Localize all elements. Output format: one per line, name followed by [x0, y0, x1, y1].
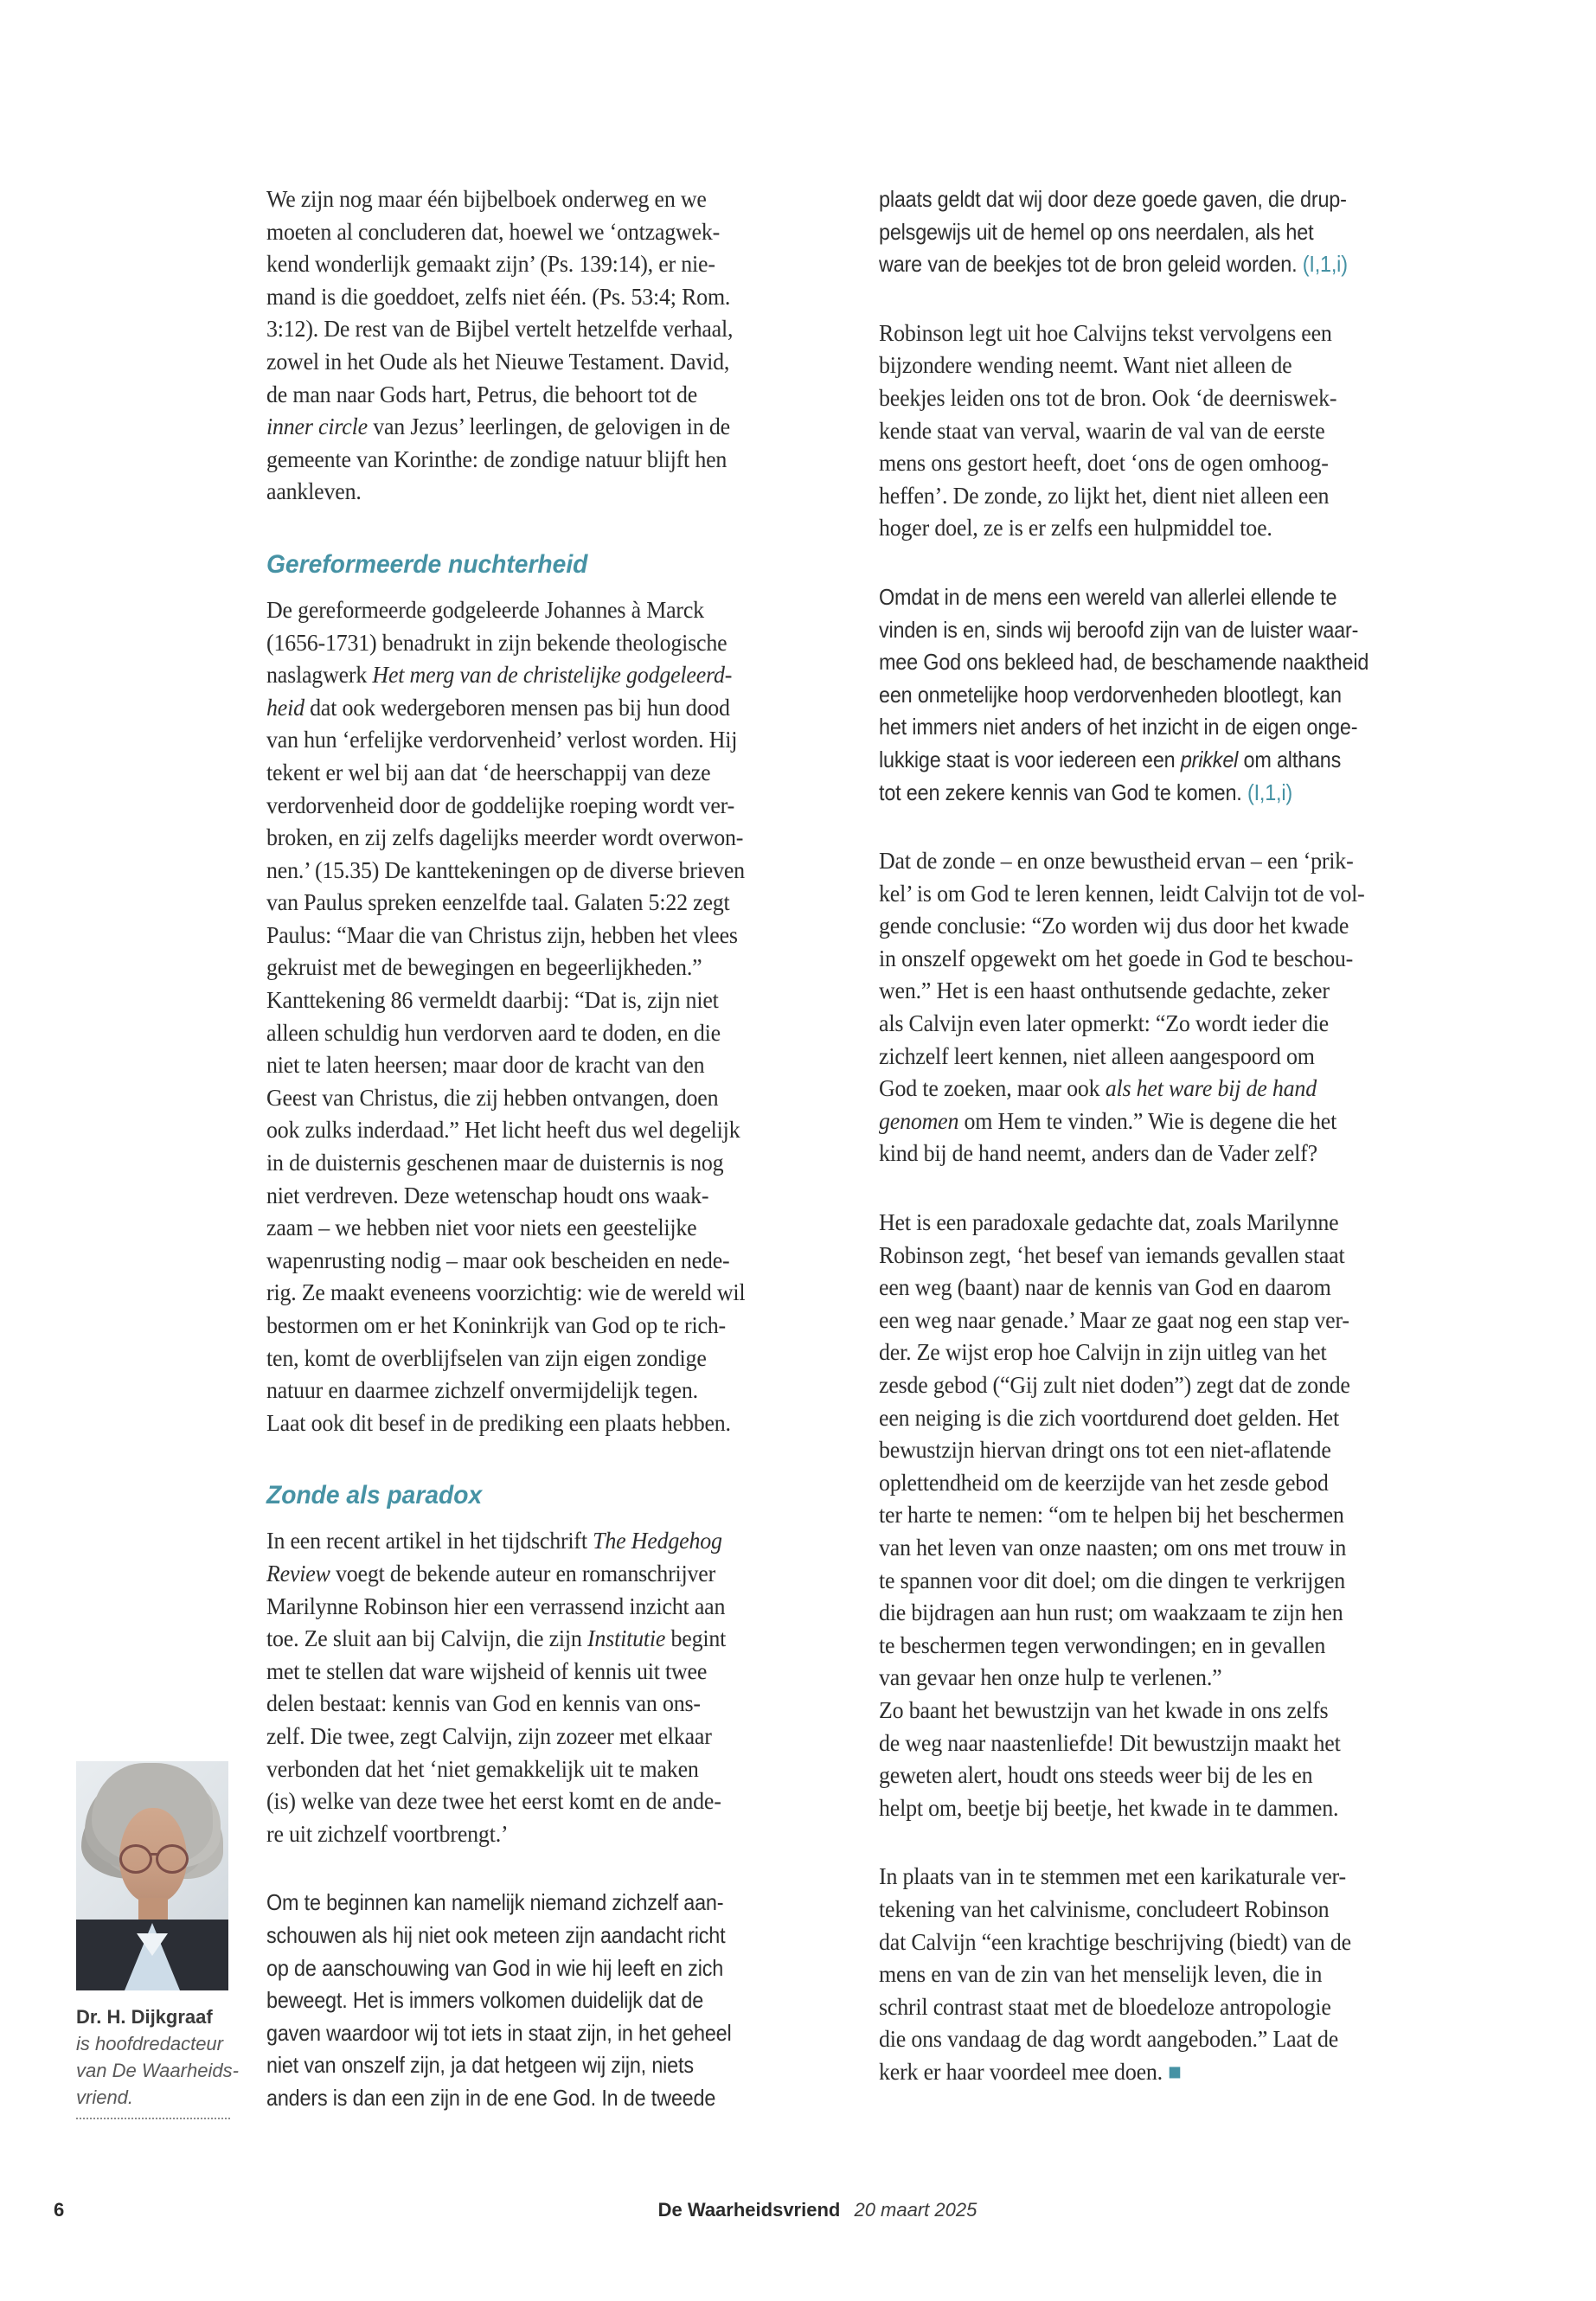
author-caption — [76, 2003, 240, 2111]
text-line: verdorvenheid door de goddelijke roeping wordt ver- — [266, 792, 735, 818]
text-line: nen.’ (15.35) De kanttekeningen op de diverse brieven — [266, 856, 745, 883]
text-line: natuur en daarmee zichzelf onvermijdelijk tegen. — [266, 1377, 698, 1404]
text-line: kind bij de hand neemt, anders dan de Vader zelf? — [879, 1140, 1317, 1167]
text-line: ware van de beekjes tot de bron geleid worden. (I,1,i) — [879, 251, 1348, 278]
text-line: wen.” Het is een haast onthutsende gedachte, zeker — [879, 977, 1330, 1004]
text-line: heid dat ook wedergeboren mensen pas bij hun dood — [266, 694, 730, 721]
text-line: een weg naar genade.’ Maar ze gaat nog een stap ver- — [879, 1306, 1349, 1333]
text-line: gende conclusie: “Zo worden wij dus door het kwade — [879, 913, 1349, 939]
text-line: tot een zekere kennis van God te komen. (I,1,i) — [879, 779, 1292, 805]
text-line: beekjes leiden ons tot de bron. Ook ‘de deerniswek- — [879, 384, 1337, 411]
text-line: de man naar Gods hart, Petrus, die behoort tot de — [266, 381, 698, 407]
author-name: Dr. H. Dijkgraaf — [76, 2006, 213, 2028]
text-line: Robinson zegt, ‘het besef van iemands gevallen staat — [879, 1241, 1345, 1268]
paragraph — [266, 183, 837, 509]
text-line: lukkige staat is voor iedereen een prikkel om althans — [879, 746, 1342, 772]
text-line: bestormen om er het Koninkrijk van God op te rich- — [266, 1312, 726, 1338]
text-line: van het leven van onze naasten; om ons met trouw in — [879, 1534, 1347, 1561]
paragraph — [879, 1207, 1450, 1824]
text-line: (is) welke van deze twee het eerst komt en de ande- — [266, 1788, 721, 1815]
page-footer — [0, 2199, 1596, 2221]
text-line: Geest van Christus, die zij hebben ontvangen, doen — [266, 1084, 719, 1111]
text-line: bewustzijn hiervan dringt ons tot een niet-aflatende — [879, 1437, 1331, 1464]
text-line: verbonden dat het ‘niet gemakkelijk uit te maken — [266, 1755, 699, 1782]
text-line: oplettendheid om de keerzijde van het zesde gebod — [879, 1469, 1329, 1496]
text-line: het immers niet anders of het inzicht in de eigen onge- — [879, 714, 1358, 740]
text-line: In een recent artikel in het tijdschrift The Hedgehog — [266, 1528, 722, 1554]
text-line: (1656-1731) benadrukt in zijn bekende theologische — [266, 629, 727, 656]
text-line: wapenrusting nodig – maar ook bescheiden en nede- — [266, 1247, 730, 1273]
text-line: genomen om Hem te vinden.” Wie is degene die het — [879, 1107, 1337, 1134]
text-line: de weg naar naastenliefde! Dit bewustzijn maakt het — [879, 1729, 1341, 1756]
text-line: helpt om, beetje bij beetje, het kwade in te dammen. — [879, 1794, 1339, 1821]
text-line: Paulus: “Maar die van Christus zijn, hebben het vlees — [266, 921, 738, 948]
text-line: zowel in het Oude als het Nieuwe Testament. David, — [266, 348, 730, 375]
text-line: God te zoeken, maar ook als het ware bij de hand — [879, 1075, 1317, 1102]
paragraph — [879, 183, 1450, 281]
text-line: moeten al concluderen dat, hoewel we ‘ontzagwek- — [266, 218, 721, 245]
page-number: 6 — [54, 2199, 65, 2221]
text-line: anders is dan een zijn in de ene God. In de tweede — [266, 2084, 716, 2111]
text-line: alleen schuldig hun verdorven aard te doden, en die — [266, 1019, 721, 1046]
text-line: in onszelf opgewekt om het goede in God te beschou- — [879, 945, 1354, 971]
text-line: delen bestaat: kennis van God en kennis van ons- — [266, 1690, 701, 1717]
text-line: Marilynne Robinson hier een verrassend inzicht aan — [266, 1593, 726, 1619]
text-line: gekruist met de bewegingen en begeerlijkheden.” — [266, 954, 702, 981]
text-line: Kanttekening 86 vermeldt daarbij: “Dat is, zijn niet — [266, 987, 719, 1014]
text-line: zichzelf leert kennen, niet alleen aangespoord om — [879, 1042, 1315, 1069]
text-line: zelf. Die twee, zegt Calvijn, zijn zozeer met elkaar — [266, 1722, 712, 1749]
text-line: van Paulus spreken eenzelfde taal. Galaten 5:22 zegt — [266, 889, 730, 916]
text-line: die ons vandaag de dag wordt aangeboden.” Laat de — [879, 2026, 1339, 2053]
text-line: plaats geldt dat wij door deze goede gaven, die drup- — [879, 186, 1347, 212]
text-line: gaven waardoor wij tot iets in staat zijn, in het geheel — [266, 2019, 732, 2046]
text-line: Laat ook dit besef in de prediking een plaats hebben. — [266, 1409, 731, 1436]
text-line: beweegt. Het is immers volkomen duidelijk dat de — [266, 1987, 704, 2014]
text-line: 3:12). De rest van de Bijbel vertelt hetzelfde verhaal, — [266, 316, 734, 343]
text-line: naslagwerk Het merg van de christelijke godgeleerd- — [266, 662, 733, 689]
paragraph — [879, 317, 1450, 545]
text-line: een weg (baant) naar de kennis van God en daarom — [879, 1274, 1331, 1301]
text-line: Om te beginnen kan namelijk niemand zichzelf aan- — [266, 1889, 724, 1916]
article-column-left — [266, 183, 837, 2114]
text-line: tekening van het calvinisme, concludeert Robinson — [879, 1895, 1330, 1922]
author-photo — [76, 1761, 228, 1990]
text-line: inner circle van Jezus’ leerlingen, de gelovigen in de — [266, 413, 730, 440]
text-line: mens en van de zin van het menselijk leven, die in — [879, 1961, 1323, 1988]
paragraph — [879, 1861, 1450, 2088]
author-bio-line: vriend. — [76, 2086, 134, 2108]
caption-divider — [76, 2118, 230, 2119]
text-line: Het is een paradoxale gedachte dat, zoals Marilynne — [879, 1209, 1339, 1236]
text-line: niet van onszelf zijn, ja dat hetgeen wij zijn, niets — [266, 2052, 694, 2079]
text-line: een onmetelijke hoop verdorvenheden blootlegt, kan — [879, 681, 1342, 708]
text-line: zesde gebod (“Gij zult niet doden”) zegt dat de zonde — [879, 1372, 1350, 1398]
text-line: als Calvijn even later opmerkt: “Zo wordt ieder die — [879, 1010, 1329, 1037]
text-line: Dat de zonde – en onze bewustheid ervan – een ‘prik- — [879, 848, 1354, 875]
text-line: ten, komt de overblijfselen van zijn eigen zondige — [266, 1344, 707, 1371]
glasses-right-lens — [156, 1844, 189, 1874]
text-line: niet te laten heersen; maar door de kracht van den — [266, 1052, 705, 1079]
text-line: op de aanschouwing van God in wie hij leeft en zich — [266, 1954, 724, 1981]
text-line: Robinson legt uit hoe Calvijns tekst vervolgens een — [879, 319, 1332, 346]
text-line: kerk er haar voordeel mee doen. ■ — [879, 2058, 1182, 2085]
text-line: hoger doel, ze is er zelfs een hulpmiddel toe. — [879, 515, 1272, 542]
article-column-right — [879, 183, 1450, 2088]
text-line: kel’ is om God te leren kennen, leidt Calvijn tot de vol- — [879, 880, 1365, 907]
text-line: mens ons gestort heeft, doet ‘ons de ogen omhoog- — [879, 450, 1329, 477]
author-bio-line: van De Waarheids- — [76, 2060, 239, 2081]
text-line: dat Calvijn “een krachtige beschrijving (biedt) van de — [879, 1928, 1351, 1955]
section-heading: Zonde als paradox — [266, 1481, 483, 1510]
glasses-left-lens — [119, 1844, 152, 1874]
text-line: te spannen voor dit doel; om die dingen te verkrijgen — [879, 1567, 1346, 1593]
text-line: zaam – we hebben niet voor niets een geestelijke — [266, 1215, 697, 1241]
text-line: broken, en zij zelfs dagelijks meerder wordt overwon- — [266, 824, 744, 851]
text-line: vinden is en, sinds wij beroofd zijn van de luister waar- — [879, 616, 1359, 643]
section-heading: Gereformeerde nuchterheid — [266, 549, 588, 579]
paragraph — [879, 581, 1450, 809]
text-line: gemeente van Korinthe: de zondige natuur blijft hen — [266, 445, 727, 472]
text-line: te beschermen tegen verwondingen; en in gevallen — [879, 1631, 1326, 1658]
text-line: een neiging is die zich voortdurend doet gelden. Het — [879, 1404, 1340, 1431]
text-line: Omdat in de mens een wereld van allerlei ellende te — [879, 583, 1337, 610]
text-line: geweten alert, houdt ons steeds weer bij de les en — [879, 1762, 1313, 1789]
text-line: De gereformeerde godgeleerde Johannes à Marck — [266, 596, 704, 623]
text-line: met te stellen dat ware wijsheid of kennis uit twee — [266, 1657, 708, 1684]
text-line: der. Ze wijst erop hoe Calvijn in zijn uitleg van het — [879, 1339, 1327, 1366]
text-line: re uit zichzelf voortbrengt.’ — [266, 1820, 509, 1847]
author-bio-line: is hoofdredacteur — [76, 2033, 223, 2054]
text-line: aankleven. — [266, 478, 362, 505]
text-line: pelsgewijs uit de hemel op ons neerdalen, als het — [879, 218, 1314, 245]
text-line: schril contrast staat met de bloedeloze antropologie — [879, 1993, 1331, 2020]
text-line: kende staat van verval, waarin de val van de eerste — [879, 417, 1325, 444]
text-line: niet verdreven. Deze wetenschap houdt ons waak- — [266, 1182, 709, 1208]
text-line: tekent er wel bij aan dat ‘de heerschappij van deze — [266, 759, 711, 785]
photo-glasses-icon — [118, 1844, 190, 1872]
text-line: mee God ons bekleed had, de beschamende naaktheid — [879, 649, 1369, 676]
paragraph — [266, 594, 837, 1439]
text-line: die bijdragen aan hun rust; om waakzaam te zijn hen — [879, 1599, 1343, 1626]
text-line: van gevaar hen onze hulp te verlenen.” — [879, 1664, 1222, 1691]
text-line: Zo baant het bewustzijn van het kwade in ons zelfs — [879, 1696, 1329, 1723]
text-line: In plaats van in te stemmen met een karikaturale ver- — [879, 1863, 1346, 1890]
text-line: van hun ‘erfelijke verdorvenheid’ verlost worden. Hij — [266, 727, 738, 753]
text-line: in de duisternis geschenen maar de duisternis is nog — [266, 1150, 724, 1176]
text-line: rig. Ze maakt eveneens voorzichtig: wie de wereld wil — [266, 1279, 746, 1306]
text-line: Review voegt de bekende auteur en romanschrijver — [266, 1560, 716, 1586]
footer-issue-date: 20 maart 2025 — [854, 2199, 977, 2221]
text-line: bijzondere wending neemt. Want niet alleen de — [879, 352, 1292, 379]
text-line: mand is die goeddoet, zelfs niet één. (Ps. 53:4; Rom. — [266, 283, 731, 310]
text-line: ter harte te nemen: “om te helpen bij het beschermen — [879, 1502, 1344, 1529]
text-line: heffen’. De zonde, zo lijkt het, dient niet alleen een — [879, 482, 1330, 509]
text-line: toe. Ze sluit aan bij Calvijn, die zijn Institutie begint — [266, 1625, 727, 1652]
text-line: We zijn nog maar één bijbelboek onderweg en we — [266, 186, 707, 212]
paragraph — [266, 1525, 837, 1850]
text-line: kend wonderlijk gemaakt zijn’ (Ps. 139:14), er nie- — [266, 251, 715, 278]
text-line: ook zulks inderdaad.” Het licht heeft dus wel degelijk — [266, 1117, 740, 1144]
glasses-bridge — [149, 1853, 159, 1856]
text-line: schouwen als hij niet ook meteen zijn aandacht richt — [266, 1921, 726, 1948]
footer-magazine-title: De Waarheidsvriend — [657, 2199, 841, 2221]
paragraph — [879, 845, 1450, 1170]
paragraph — [266, 1887, 837, 2114]
